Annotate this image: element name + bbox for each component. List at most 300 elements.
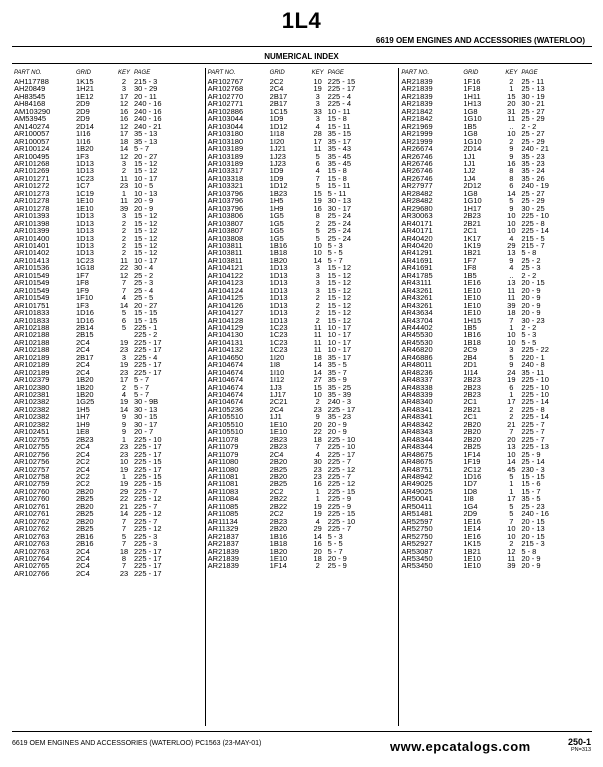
grid-ref: 2B25 xyxy=(76,510,94,518)
page-ref: 240 - 3 xyxy=(327,398,352,406)
table-row xyxy=(399,197,592,204)
page-ref: 20 - 9 xyxy=(327,555,347,563)
grid-ref: 2C4 xyxy=(76,569,90,578)
grid-ref: 1G8 xyxy=(463,189,478,198)
table-row xyxy=(399,100,592,107)
page-ref: 240 - 21 xyxy=(521,145,549,153)
key-number: 23 xyxy=(119,569,129,578)
table-row xyxy=(399,317,592,324)
page-ref: 10 - 5 xyxy=(134,182,154,190)
table-row xyxy=(399,391,592,398)
table-row xyxy=(206,369,399,376)
key-number: 10 xyxy=(507,525,516,533)
col-part-no-header: PART NO. xyxy=(14,70,42,76)
page-ref: 35 - 11 xyxy=(521,368,545,377)
part-number: AR21839 xyxy=(401,85,433,93)
page-ref: 225 - 10 xyxy=(521,376,549,384)
part-number: AR49025 xyxy=(401,480,433,488)
grid-ref: 1G4 xyxy=(463,502,478,511)
grid-ref: 2C4 xyxy=(76,465,90,474)
table-row xyxy=(12,562,205,569)
table-row xyxy=(12,235,205,242)
page-ref: 15 - 11 xyxy=(327,122,351,131)
grid-ref: 1I20 xyxy=(269,137,285,146)
table-row xyxy=(399,354,592,361)
part-number: AR101268 xyxy=(14,159,50,168)
grid-ref: 1I16 xyxy=(76,137,91,146)
key-number: 20 xyxy=(507,100,516,108)
key-number: 10 xyxy=(313,249,322,257)
key-number: 3 xyxy=(315,286,320,295)
page-ref: 15 - 12 xyxy=(327,309,352,317)
page-ref: 10 - 13 xyxy=(134,189,158,198)
grid-ref: 1G10 xyxy=(463,197,482,205)
grid-ref: 1B20 xyxy=(76,391,94,399)
header-divider xyxy=(12,46,592,47)
page-ref: 15 - 12 xyxy=(327,316,352,324)
grid-ref: 1D13 xyxy=(76,249,94,257)
footer-page-number xyxy=(568,737,591,753)
grid-ref: 1D13 xyxy=(269,271,288,280)
page-ref: 5 - 3 xyxy=(327,532,343,541)
grid-ref: 2B25 xyxy=(269,465,288,474)
grid-ref: 1D13 xyxy=(269,286,288,295)
grid-ref: 2B20 xyxy=(269,458,288,466)
grid-ref: 1F14 xyxy=(463,450,481,459)
table-row xyxy=(206,324,399,331)
part-number: AR104674 xyxy=(207,368,244,377)
key-number: 2 xyxy=(121,249,127,257)
part-number: AR100057 xyxy=(14,130,50,138)
page-ref: 25 - 13 xyxy=(521,85,545,93)
key-number: 39 xyxy=(119,204,129,213)
key-number: 1 xyxy=(509,480,514,488)
part-number: AR102189 xyxy=(14,361,50,369)
key-number: 16 xyxy=(507,159,516,168)
key-number: 9 xyxy=(509,145,514,153)
part-number: AR11134 xyxy=(207,517,238,526)
page-ref: 10 - 17 xyxy=(327,323,352,332)
key-number: 9 xyxy=(509,361,514,369)
part-number: AR101399 xyxy=(14,227,50,235)
table-row xyxy=(12,361,205,368)
table-row xyxy=(12,533,205,540)
page-ref: 20 - 15 xyxy=(521,279,545,287)
key-number: 12 xyxy=(507,547,516,555)
page-ref: 15 - 12 xyxy=(134,159,158,168)
table-row xyxy=(12,458,205,465)
key-number: 9 xyxy=(121,428,127,436)
grid-ref: 2C9 xyxy=(463,346,478,354)
key-number: 18 xyxy=(313,435,322,444)
key-number: 8 xyxy=(509,167,514,175)
grid-ref: 1I16 xyxy=(76,130,91,138)
page-ref: 30 - 17 xyxy=(134,420,158,429)
grid-ref: 1J23 xyxy=(269,159,286,168)
part-number: AR101272 xyxy=(14,182,50,190)
page-ref: 35 - 5 xyxy=(327,361,347,369)
part-number: AR102188 xyxy=(14,346,50,354)
key-number: 5 xyxy=(509,473,514,481)
col-page-header: PAGE xyxy=(134,70,151,76)
page-ref: 225 - 14 xyxy=(521,398,549,406)
key-number: 29 xyxy=(507,241,516,250)
key-number: 20 xyxy=(313,420,322,429)
part-number: AR48344 xyxy=(401,443,433,451)
table-row xyxy=(399,257,592,264)
grid-ref: 1E10 xyxy=(463,562,481,570)
table-row xyxy=(12,317,205,324)
page-ref: 225 - 17 xyxy=(134,450,162,459)
part-number: AR50411 xyxy=(401,502,433,511)
key-number: 30 xyxy=(313,458,322,466)
page-ref: 225 - 17 xyxy=(134,547,162,555)
page-ref: 225 - 7 xyxy=(134,517,158,526)
page-ref: 225 - 15 xyxy=(134,473,162,481)
pn-label: PN=313 xyxy=(570,747,591,753)
table-row xyxy=(12,190,205,197)
table-row xyxy=(206,451,399,458)
table-row xyxy=(206,548,399,555)
key-number: 12 xyxy=(119,122,129,131)
table-row xyxy=(12,212,205,219)
key-number: 5 xyxy=(509,502,514,511)
key-number: 3 xyxy=(121,212,127,220)
part-number: AR104132 xyxy=(207,346,244,354)
table-row xyxy=(399,369,592,376)
part-number: AR21839 xyxy=(401,92,433,101)
page-ref: 15 - 12 xyxy=(327,279,352,287)
table-row xyxy=(206,100,399,107)
page-ref: 15 - 7 xyxy=(521,487,541,496)
part-number: AR105510 xyxy=(207,413,244,421)
part-number: AR101549 xyxy=(14,279,50,287)
page-ref: 225 - 17 xyxy=(134,361,162,369)
table-row xyxy=(399,160,592,167)
page-ref: 225 - 14 xyxy=(521,413,549,421)
key-number: 17 xyxy=(119,130,129,138)
table-row xyxy=(12,205,205,212)
part-number: AR101549 xyxy=(14,294,50,302)
grid-ref: 1B5 xyxy=(463,122,477,131)
index-column-3 xyxy=(398,68,592,726)
grid-ref: 1D13 xyxy=(76,212,94,220)
grid-ref: 1G18 xyxy=(76,264,95,272)
key-number: 21 xyxy=(119,502,129,511)
table-row xyxy=(399,518,592,525)
page-ref: 30 - 15 xyxy=(134,413,158,421)
page-ref: 35 - 23 xyxy=(327,413,352,421)
key-number: 1 xyxy=(509,487,514,496)
part-number: AR21839 xyxy=(207,562,239,570)
part-number: AR52750 xyxy=(401,525,433,533)
grid-ref: 1B16 xyxy=(463,331,481,339)
page-ref: 35 - 17 xyxy=(327,137,352,146)
page-ref: 20 - 9 xyxy=(521,562,541,570)
part-number: AR104127 xyxy=(207,309,244,317)
page-number: 250-1 xyxy=(567,737,591,747)
key-number: 23 xyxy=(119,182,129,190)
table-row xyxy=(206,495,399,502)
grid-ref: 2C2 xyxy=(269,510,284,518)
key-number: 11 xyxy=(120,256,128,265)
key-number: 2 xyxy=(509,78,514,86)
table-row xyxy=(399,324,592,331)
grid-ref: 1H9 xyxy=(269,204,284,213)
key-number: 1 xyxy=(315,495,320,503)
key-number: 1 xyxy=(509,323,514,332)
part-number: AR102379 xyxy=(14,376,50,384)
part-number: AR11081 xyxy=(207,480,239,488)
grid-ref: 1C7 xyxy=(76,182,90,190)
table-row xyxy=(206,376,399,383)
grid-ref: 1H5 xyxy=(76,405,90,414)
table-row xyxy=(399,167,592,174)
part-number: AH84168 xyxy=(14,100,46,108)
grid-ref: 2D9 xyxy=(463,510,478,518)
grid-ref: 1J17 xyxy=(269,391,286,399)
table-row xyxy=(399,235,592,242)
table-row xyxy=(206,93,399,100)
part-number: AR45530 xyxy=(401,331,433,339)
page-ref: 225 - 17 xyxy=(134,465,162,474)
part-number: AR11079 xyxy=(207,443,239,451)
grid-ref: 1G25 xyxy=(76,398,95,406)
part-number: AR103808 xyxy=(207,234,244,242)
key-number: 23 xyxy=(313,473,322,481)
page-ref: 25 - 3 xyxy=(521,264,541,272)
page-ref: 25 - 24 xyxy=(327,212,352,220)
part-number: AR40171 xyxy=(401,227,433,235)
page-ref: 215 - 5 xyxy=(521,234,545,242)
page-ref: 10 - 17 xyxy=(134,256,158,265)
table-row xyxy=(399,287,592,294)
grid-ref: 2C4 xyxy=(76,562,90,570)
page-ref: 35 - 43 xyxy=(327,145,352,153)
key-number: 39 xyxy=(507,301,516,310)
page-ref: 225 - 17 xyxy=(134,338,162,347)
part-number: AR101278 xyxy=(14,197,50,205)
key-number: 2 xyxy=(509,413,514,421)
part-number: AR102189 xyxy=(14,353,50,362)
table-row xyxy=(206,309,399,316)
part-number: AR48942 xyxy=(401,473,433,481)
key-number: 4 xyxy=(315,517,320,526)
grid-ref: 2C1 xyxy=(463,413,478,421)
table-row xyxy=(399,339,592,346)
grid-ref: 1B20 xyxy=(269,256,288,265)
part-number: AH117788 xyxy=(14,78,49,86)
grid-ref: 1J1 xyxy=(463,159,476,168)
grid-ref: 1F7 xyxy=(463,256,477,265)
key-number: 2 xyxy=(509,540,514,548)
table-row xyxy=(399,488,592,495)
part-number: AR53450 xyxy=(401,555,433,563)
key-number: 10 xyxy=(507,130,516,138)
part-number: AR53087 xyxy=(401,547,433,555)
key-number: 7 xyxy=(121,279,127,287)
table-row xyxy=(12,85,205,92)
key-number: 14 xyxy=(119,510,129,518)
page-ref: 225 - 7 xyxy=(327,458,352,466)
part-number: AR103321 xyxy=(207,182,244,190)
page-ref: 15 - 12 xyxy=(327,294,352,302)
page-ref: 5 - 7 xyxy=(327,547,343,555)
key-number: 11 xyxy=(313,323,322,332)
key-number: 14 xyxy=(119,145,129,153)
part-number: AR102768 xyxy=(207,85,244,93)
page-ref: 225 - 17 xyxy=(134,346,162,354)
col-key-header: KEY xyxy=(505,70,518,76)
grid-ref: 2B25 xyxy=(463,443,481,451)
part-number: AR48675 xyxy=(401,450,433,459)
part-number: AR102382 xyxy=(14,420,50,429)
table-row xyxy=(206,108,399,115)
key-number: 3 xyxy=(509,346,514,354)
page-ref: 225 - 15 xyxy=(327,510,356,518)
key-number: 10 xyxy=(507,338,516,347)
grid-ref: 1D13 xyxy=(76,241,94,250)
part-number: AR103806 xyxy=(207,212,244,220)
key-number: 4 xyxy=(509,264,514,272)
part-number: AR102382 xyxy=(14,398,50,406)
page-ref: 30 - 13 xyxy=(134,405,158,414)
col-page-header: PAGE xyxy=(327,70,344,76)
part-number: AR102759 xyxy=(14,480,50,488)
table-row xyxy=(206,421,399,428)
part-number: AR21837 xyxy=(207,532,239,541)
part-number: AR45530 xyxy=(401,338,433,347)
table-row xyxy=(206,175,399,182)
key-number: 7 xyxy=(509,428,514,436)
table-row xyxy=(12,398,205,405)
table-row xyxy=(12,436,205,443)
parts-table-2 xyxy=(206,68,399,570)
key-number: 11 xyxy=(313,145,322,153)
page-ref: 225 - 10 xyxy=(521,383,549,392)
part-number: AR21839 xyxy=(207,555,239,563)
grid-ref: 1B20 xyxy=(269,547,288,555)
page-ref: 230 - 3 xyxy=(521,465,545,474)
page-ref: 225 - 1 xyxy=(134,323,158,332)
grid-ref: 2B25 xyxy=(76,495,94,503)
page-ref: 225 - 14 xyxy=(521,227,549,235)
part-number: AR40420 xyxy=(401,241,433,250)
grid-ref: 1B21 xyxy=(463,249,481,257)
page-ref: 225 - 7 xyxy=(521,420,545,429)
grid-ref: 2B20 xyxy=(76,502,94,511)
page-ref: 225 - 4 xyxy=(327,92,352,101)
page-ref: 30 - 29 xyxy=(134,85,158,93)
table-row xyxy=(399,242,592,249)
part-number: AR41691 xyxy=(401,256,433,265)
page-ref: 240 - 8 xyxy=(521,361,545,369)
part-number: AR50041 xyxy=(401,495,433,503)
table-row xyxy=(12,220,205,227)
part-number: AR102380 xyxy=(14,383,50,392)
table-row xyxy=(12,279,205,286)
page-ref: 35 - 26 xyxy=(521,174,545,183)
key-number: 11 xyxy=(120,174,128,183)
key-number: 2 xyxy=(509,405,514,414)
part-number: AR48344 xyxy=(401,435,433,444)
table-row xyxy=(399,548,592,555)
part-number: AR26674 xyxy=(401,145,433,153)
grid-ref: 1H5 xyxy=(269,197,284,205)
table-row xyxy=(206,78,399,85)
page-ref: 225 - 15 xyxy=(134,458,162,466)
table-row xyxy=(12,309,205,316)
key-number: 4 xyxy=(509,234,514,242)
grid-ref: 1B18 xyxy=(269,249,288,257)
key-number: 3 xyxy=(315,271,320,280)
grid-ref: 1I8 xyxy=(269,361,281,369)
part-number: AR102886 xyxy=(207,107,244,116)
col-key-header: KEY xyxy=(311,70,324,76)
part-number: AR48751 xyxy=(401,465,433,474)
part-number: AR103317 xyxy=(207,167,244,175)
part-number: AR104126 xyxy=(207,301,244,310)
key-number: 5 xyxy=(315,234,320,242)
table-row xyxy=(206,331,399,338)
grid-ref: 1D9 xyxy=(269,115,284,123)
table-row xyxy=(12,324,205,331)
key-number: 4 xyxy=(121,294,127,302)
key-number: 23 xyxy=(119,346,129,354)
grid-ref: 2B14 xyxy=(76,323,94,332)
grid-ref: 1G10 xyxy=(463,137,482,146)
key-number: 11 xyxy=(313,338,322,347)
page-ref: 5 - 7 xyxy=(134,145,150,153)
grid-ref: 1E10 xyxy=(269,555,288,563)
part-number: AR103044 xyxy=(207,115,244,123)
page-ref: 25 - 11 xyxy=(521,78,545,86)
part-number: AR21999 xyxy=(401,130,433,138)
part-number: AR44402 xyxy=(401,323,433,332)
part-number: AR101401 xyxy=(14,241,50,250)
table-row xyxy=(206,540,399,547)
part-number: AR21839 xyxy=(207,547,239,555)
part-number: AR11084 xyxy=(207,495,239,503)
key-number: 2 xyxy=(121,234,127,242)
part-number: AR11080 xyxy=(207,465,239,474)
part-number: AR48338 xyxy=(401,383,433,392)
grid-ref: 1F19 xyxy=(463,458,481,466)
table-row xyxy=(399,279,592,286)
part-number: AR101400 xyxy=(14,234,50,242)
table-row xyxy=(206,123,399,130)
page-ref: 35 - 39 xyxy=(327,391,352,399)
grid-ref: 1D9 xyxy=(269,167,284,175)
part-number: AR104122 xyxy=(207,271,244,280)
key-number: .. xyxy=(509,122,514,131)
table-row xyxy=(399,264,592,271)
table-row xyxy=(206,361,399,368)
page-ref: 25 - 29 xyxy=(521,197,545,205)
grid-ref: 1I14 xyxy=(463,368,478,377)
table-row xyxy=(206,562,399,569)
key-number: 14 xyxy=(507,189,516,198)
grid-ref: 2C4 xyxy=(76,368,90,377)
page-title: 1L4 xyxy=(281,8,322,33)
key-number: 10 xyxy=(507,331,516,339)
table-row xyxy=(12,346,205,353)
part-number: AR104129 xyxy=(207,323,244,332)
part-number: AR102755 xyxy=(14,443,50,451)
page-ref: 15 - 12 xyxy=(327,286,352,295)
page-ref: 35 - 15 xyxy=(327,130,352,138)
table-row xyxy=(206,220,399,227)
